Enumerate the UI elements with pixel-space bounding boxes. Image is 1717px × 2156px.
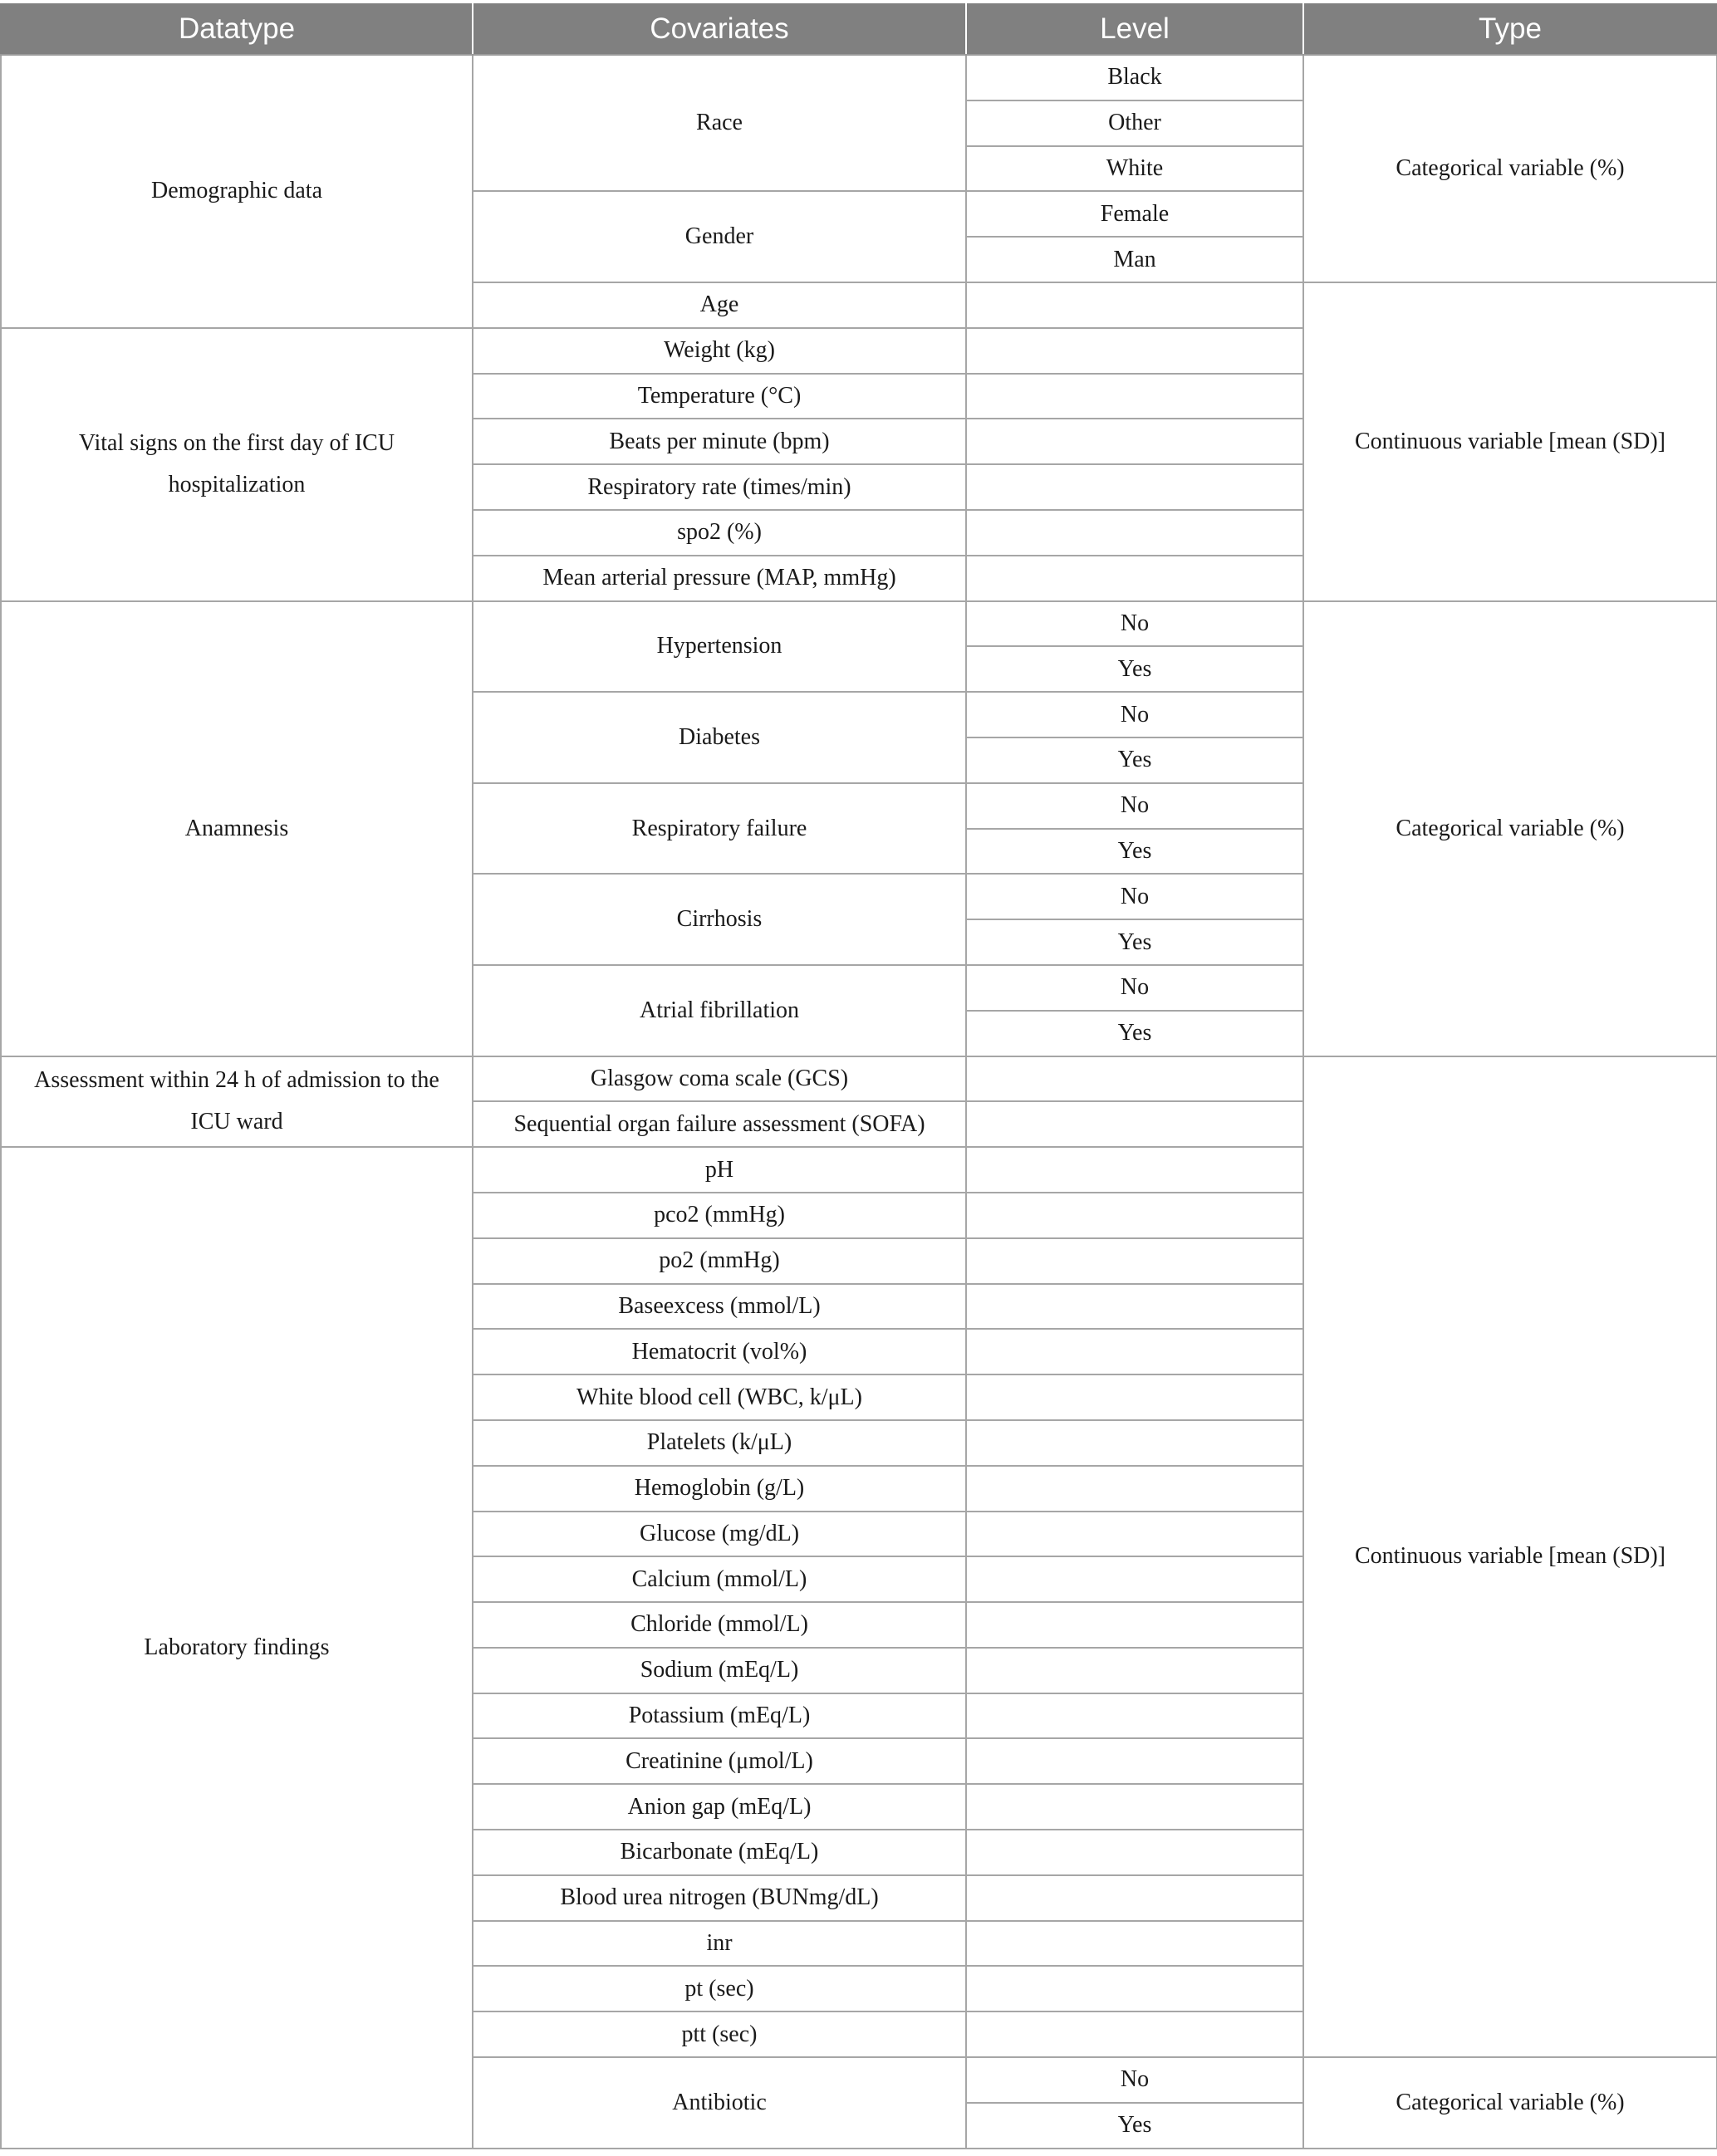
level-cell-empty [966,1420,1303,1466]
level-cell: No [966,2057,1303,2103]
covariate-calcium: Calcium (mmol/L) [473,1556,966,1602]
level-cell: No [966,874,1303,919]
type-continuous: Continuous variable [mean (SD)] [1303,282,1717,601]
level-cell-empty [966,419,1303,464]
level-cell-empty [966,1556,1303,1602]
covariate-gender: Gender [473,191,966,282]
level-cell: White [966,146,1303,192]
level-cell-empty [966,1374,1303,1420]
group-demographic: Demographic data [1,55,473,328]
header-datatype: Datatype [1,3,473,55]
level-cell: No [966,692,1303,737]
header-type: Type [1303,3,1717,55]
level-cell: Yes [966,2103,1303,2149]
level-cell-empty [966,1512,1303,1557]
covariate-chloride: Chloride (mmol/L) [473,1602,966,1648]
covariate-spo2: spo2 (%) [473,510,966,556]
covariate-ph: pH [473,1147,966,1193]
level-cell-empty [966,1738,1303,1784]
level-cell: Yes [966,919,1303,965]
covariate-sofa: Sequential organ failure assessment (SOFA) [473,1101,966,1147]
covariate-creatinine: Creatinine (μmol/L) [473,1738,966,1784]
level-cell-empty [966,1056,1303,1102]
covariate-hematocrit: Hematocrit (vol%) [473,1329,966,1374]
level-cell-empty [966,1466,1303,1512]
level-cell-empty [966,2011,1303,2057]
level-cell-empty [966,510,1303,556]
group-anamnesis: Anamnesis [1,601,473,1056]
covariate-bicarbonate: Bicarbonate (mEq/L) [473,1830,966,1875]
covariate-atrial-fibrillation: Atrial fibrillation [473,965,966,1056]
level-cell-empty [966,1966,1303,2011]
level-cell-empty [966,374,1303,419]
type-categorical: Categorical variable (%) [1303,601,1717,1056]
group-vital-signs: Vital signs on the first day of ICU hospitalization [1,328,473,601]
covariate-wbc: White blood cell (WBC, k/μL) [473,1374,966,1420]
level-cell: Man [966,237,1303,282]
type-categorical: Categorical variable (%) [1303,2057,1717,2149]
level-cell-empty [966,1602,1303,1648]
level-cell-empty [966,1329,1303,1374]
level-cell: Black [966,55,1303,100]
covariate-map: Mean arterial pressure (MAP, mmHg) [473,556,966,601]
group-laboratory: Laboratory findings [1,1147,473,2149]
covariates-table [0,3,1717,2149]
header-covariates: Covariates [473,3,966,55]
covariate-bun: Blood urea nitrogen (BUNmg/dL) [473,1875,966,1921]
covariate-pco2: pco2 (mmHg) [473,1193,966,1238]
group-assessment: Assessment within 24 h of admission to the ICU ward [1,1056,473,1148]
covariate-diabetes: Diabetes [473,692,966,783]
level-cell: No [966,601,1303,647]
covariate-gcs: Glasgow coma scale (GCS) [473,1056,966,1102]
level-cell: Yes [966,737,1303,783]
covariate-antibiotic: Antibiotic [473,2057,966,2149]
table-row [1,601,1717,647]
covariate-po2: po2 (mmHg) [473,1238,966,1284]
level-cell-empty [966,464,1303,510]
level-cell: Yes [966,1011,1303,1056]
covariate-baseexcess: Baseexcess (mmol/L) [473,1284,966,1330]
type-categorical: Categorical variable (%) [1303,55,1717,282]
header-level: Level [966,3,1303,55]
level-cell-empty [966,1193,1303,1238]
level-cell: Female [966,191,1303,237]
covariate-pt: pt (sec) [473,1966,966,2011]
table-row [1,55,1717,100]
level-cell-empty [966,1875,1303,1921]
covariates-table-container [0,3,1716,2149]
level-cell-empty [966,556,1303,601]
level-cell: Other [966,100,1303,146]
level-cell-empty [966,1147,1303,1193]
level-cell-empty [966,1693,1303,1739]
level-cell: No [966,965,1303,1011]
type-continuous: Continuous variable [mean (SD)] [1303,1056,1717,2058]
level-cell-empty [966,282,1303,328]
level-cell-empty [966,1101,1303,1147]
level-cell-empty [966,1284,1303,1330]
header-row [1,3,1717,55]
covariate-inr: inr [473,1921,966,1967]
table-row [1,1056,1717,1102]
level-cell: Yes [966,646,1303,692]
covariate-respiratory-rate: Respiratory rate (times/min) [473,464,966,510]
level-cell-empty [966,328,1303,374]
covariate-race: Race [473,55,966,191]
covariate-potassium: Potassium (mEq/L) [473,1693,966,1739]
covariate-bpm: Beats per minute (bpm) [473,419,966,464]
covariate-anion-gap: Anion gap (mEq/L) [473,1784,966,1830]
covariate-hemoglobin: Hemoglobin (g/L) [473,1466,966,1512]
covariate-hypertension: Hypertension [473,601,966,693]
covariate-sodium: Sodium (mEq/L) [473,1648,966,1693]
level-cell-empty [966,1921,1303,1967]
level-cell: Yes [966,829,1303,875]
covariate-age: Age [473,282,966,328]
level-cell-empty [966,1648,1303,1693]
covariate-ptt: ptt (sec) [473,2011,966,2057]
level-cell-empty [966,1830,1303,1875]
covariate-respiratory-failure: Respiratory failure [473,783,966,875]
covariate-cirrhosis: Cirrhosis [473,874,966,965]
covariate-temperature: Temperature (°C) [473,374,966,419]
covariate-weight: Weight (kg) [473,328,966,374]
level-cell-empty [966,1784,1303,1830]
covariate-glucose: Glucose (mg/dL) [473,1512,966,1557]
covariate-platelets: Platelets (k/μL) [473,1420,966,1466]
level-cell: No [966,783,1303,829]
level-cell-empty [966,1238,1303,1284]
